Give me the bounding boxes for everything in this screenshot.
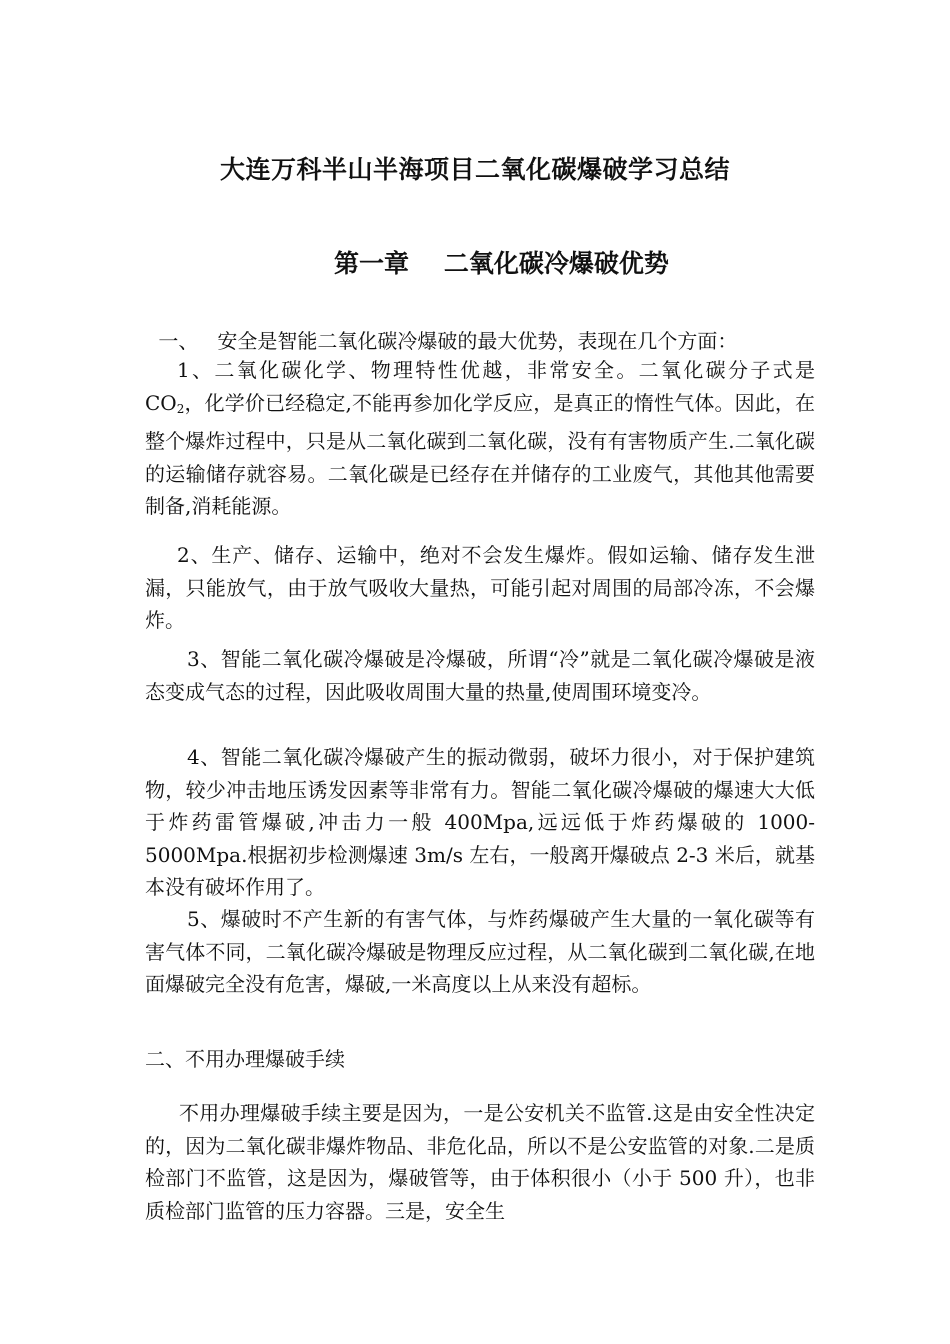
document-title: 大连万科半山半海项目二氧化碳爆破学习总结 (219, 155, 730, 184)
paragraph-6: 不用办理爆破手续主要是因为，一是公安机关不监管.这是由安全性决定的，因为二氧化碳非爆炸物品、非危化品，所以不是公安监管的对象.二是质检部门不监管，这是因为，爆破管等，由于体积很小（小于 500 升），也非质检部门监管的压力容器。三是，安全生 (145, 1101, 815, 1223)
paragraph-4: 4、智能二氧化碳冷爆破产生的振动微弱，破坏力很小，对于保护建筑物，较少冲击地压诱发因素等非常有力。智能二氧化碳冷爆破的爆速大大低于炸药雷管爆破,冲击力一般 400Mpa,远远低于炸药爆破的 1000-5000Mpa.根据初步检测爆速 3m/s 左右，一般离开爆破点 2-3 米后，就基本没有破坏作用了。 (145, 745, 815, 899)
paragraph-5: 5、爆破时不产生新的有害气体，与炸药爆破产生大量的一氧化碳等有害气体不同，二氧化碳冷爆破是物理反应过程，从二氧化碳到二氧化碳,在地面爆破完全没有危害，爆破,一米高度以上从来没有超标。 (145, 907, 815, 996)
section-heading-1: 一、 安全是智能二氧化碳冷爆破的最大优势，表现在几个方面： (152, 329, 738, 353)
section-heading-2: 二、不用办理爆破手续 (145, 1047, 345, 1071)
paragraph-3: 3、智能二氧化碳冷爆破是冷爆破，所谓“冷”就是二氧化碳冷爆破是液态变成气态的过程，因此吸收周围大量的热量,使周围环境变冷。 (145, 647, 815, 704)
paragraph-1-text-a: 1、二氧化碳化学、物理特性优越，非常安全。二氧化碳分子式是 CO (145, 358, 815, 415)
paragraph-1-subscript: 2 (176, 401, 185, 416)
paragraph-2: 2、生产、储存、运输中，绝对不会发生爆炸。假如运输、储存发生泄漏，只能放气，由于放气吸收大量热，可能引起对周围的局部冷冻，不会爆炸。 (145, 543, 815, 632)
paragraph-1 (145, 354, 815, 523)
chapter-heading: 第一章 二氧化碳冷爆破优势 (334, 249, 669, 278)
paragraph-1-text-b: ，化学价已经稳定,不能再参加化学反应，是真正的惰性气体。因此，在整个爆炸过程中，只是从二氧化碳到二氧化碳，没有有害物质产生.二氧化碳的运输储存就容易。二氧化碳是已经存在并储存的工业废气，其他其他需要制备,消耗能源。 (145, 390, 815, 518)
